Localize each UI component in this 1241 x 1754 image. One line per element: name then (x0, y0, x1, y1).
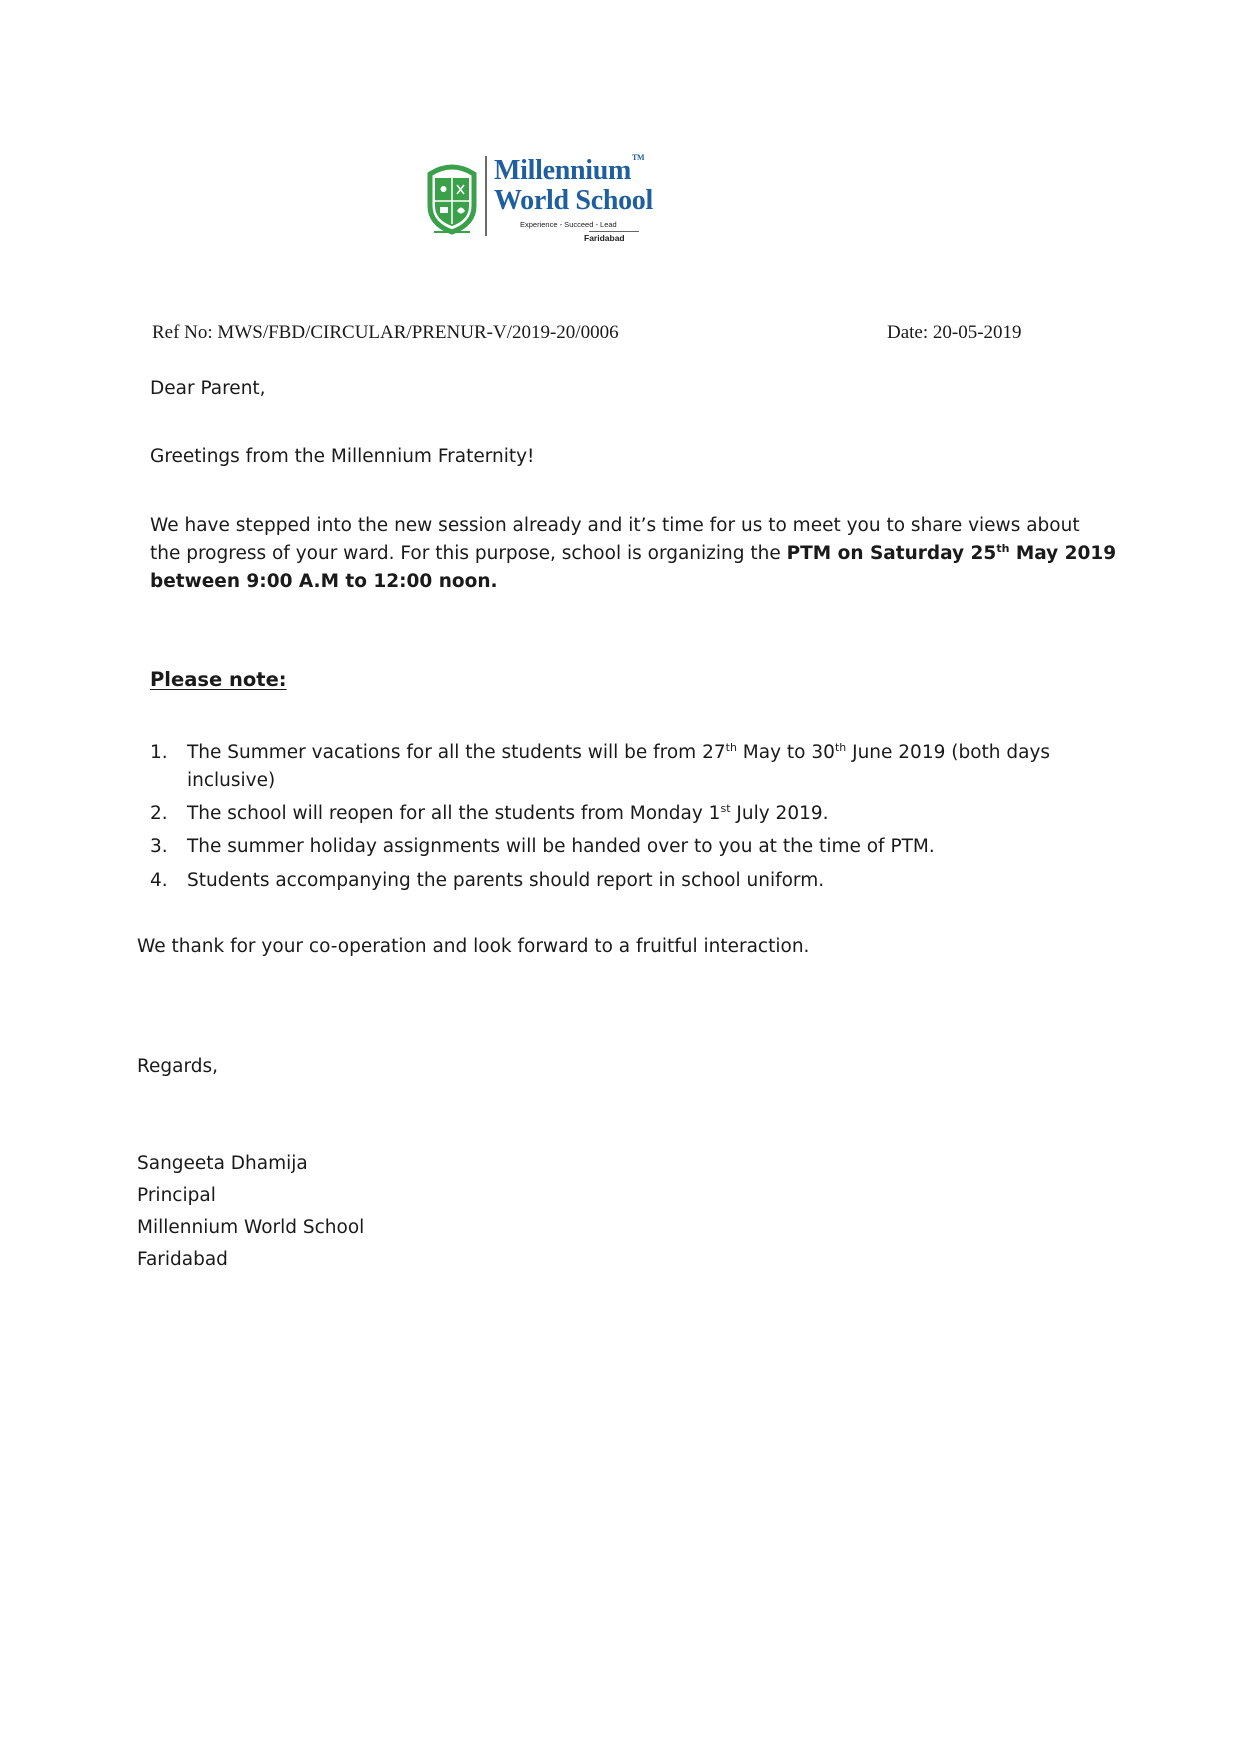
circular-date: Date: 20-05-2019 (887, 322, 1022, 343)
signatory-title: Principal (137, 1185, 216, 1206)
note-item-3: The summer holiday assignments will be handed over to you at the time of PTM. (187, 836, 935, 857)
school-crest-icon (424, 156, 480, 236)
ptm-time: between 9:00 A.M to 12:00 noon. (150, 571, 498, 592)
body-line-1: We have stepped into the new session already and it’s time for us to meet you to share views about (150, 515, 1080, 536)
note-1-part-b: May to 30 (736, 742, 835, 763)
note-number-2: 2. (150, 803, 168, 824)
reference-number: Ref No: MWS/FBD/CIRCULAR/PRENUR-V/2019-20/0006 (152, 322, 619, 343)
logo-school-name (494, 153, 653, 216)
ptm-date-sup: th (996, 542, 1010, 555)
signatory-name: Sangeeta Dhamija (137, 1153, 308, 1174)
logo-underline (589, 231, 639, 232)
note-1-sup-a: th (725, 741, 737, 754)
note-1-sup-b: th (834, 741, 847, 754)
note-number-3: 3. (150, 836, 168, 857)
body-line-2 (150, 540, 1116, 568)
note-1-part-c: June 2019 (both days (846, 742, 1051, 763)
logo-divider (485, 156, 487, 236)
note-1-part-a: The Summer vacations for all the students will be from 27 (187, 742, 726, 763)
note-item-4: Students accompanying the parents should report in school uniform. (187, 870, 825, 891)
signatory-city: Faridabad (137, 1249, 228, 1270)
note-item-1 (187, 739, 1050, 767)
note-2-part-a: The school will reopen for all the students from Monday 1 (187, 803, 721, 824)
logo-name-line2: World School (494, 185, 653, 216)
ptm-date-text: PTM on Saturday 25 (786, 543, 997, 564)
salutation: Dear Parent, (150, 378, 266, 399)
logo-tagline: Experience - Succeed - Lead (520, 220, 617, 229)
school-logo (424, 154, 684, 250)
note-number-4: 4. (150, 870, 168, 891)
note-2-sup-a: st (720, 802, 731, 815)
logo-trademark: TM (632, 153, 645, 162)
ptm-date-tail: May 2019 (1009, 543, 1117, 564)
note-2-part-b: July 2019. (730, 803, 829, 824)
logo-city: Faridabad (584, 233, 625, 243)
note-item-1-continued: inclusive) (187, 770, 276, 791)
signatory-school: Millennium World School (137, 1217, 365, 1238)
logo-name-line1: Millennium (494, 155, 632, 186)
closing-line: We thank for your co-operation and look forward to a fruitful interaction. (137, 936, 810, 957)
greeting: Greetings from the Millennium Fraternity! (150, 446, 535, 467)
note-number-1: 1. (150, 742, 168, 763)
body-line-2-plain: the progress of your ward. For this purpose, school is organizing the (150, 543, 787, 564)
note-item-2 (187, 800, 829, 828)
note-heading: Please note: (150, 668, 287, 691)
regards: Regards, (137, 1056, 219, 1077)
ptm-date (787, 543, 1117, 564)
